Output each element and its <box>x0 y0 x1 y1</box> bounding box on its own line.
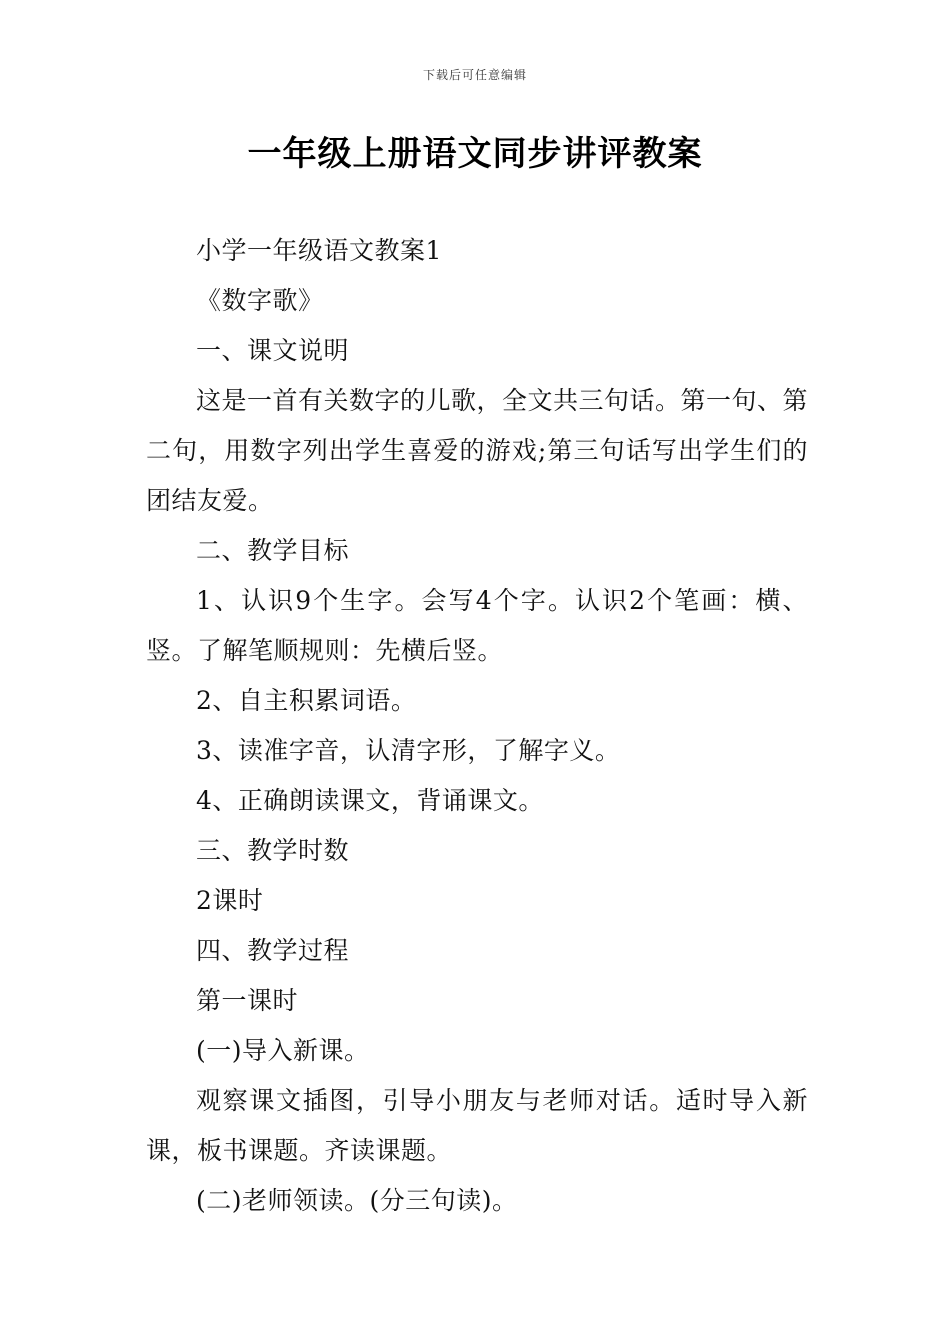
header-note: 下载后可任意编辑 <box>422 68 527 82</box>
list-item: 4、正确朗读课文，背诵课文。 <box>196 786 544 815</box>
section-heading: 二、教学目标 <box>196 536 350 565</box>
document-body <box>146 226 808 1226</box>
list-item: 3、读准字音，认清字形，了解字义。 <box>196 736 621 765</box>
section-heading: 四、教学过程 <box>196 936 350 965</box>
paragraph: 2课时 <box>196 886 264 915</box>
section-heading: 三、教学时数 <box>196 836 350 865</box>
paragraph: 观察课文插图，引导小朋友与老师对话。适时导入新课，板书课题。齐读课题。 <box>146 1086 808 1165</box>
list-item: 2、自主积累词语。 <box>196 686 417 715</box>
paragraph: 这是一首有关数字的儿歌，全文共三句话。第一句、第二句，用数字列出学生喜爱的游戏;第三句话写出学生们的团结友爱。 <box>146 386 809 515</box>
document-title: 一年级上册语文同步讲评教案 <box>247 134 703 174</box>
paragraph: (一)导入新课。 <box>196 1036 370 1065</box>
section-heading: 一、课文说明 <box>196 336 350 365</box>
paragraph: 《数字歌》 <box>196 286 324 315</box>
paragraph: (二)老师领读。(分三句读)。 <box>196 1186 518 1215</box>
paragraph: 第一课时 <box>196 986 299 1015</box>
paragraph: 小学一年级语文教案1 <box>196 236 442 265</box>
list-item: 1、认识9个生字。会写4个字。认识2个笔画：横、竖。了解笔顺规则：先横后竖。 <box>146 586 808 665</box>
